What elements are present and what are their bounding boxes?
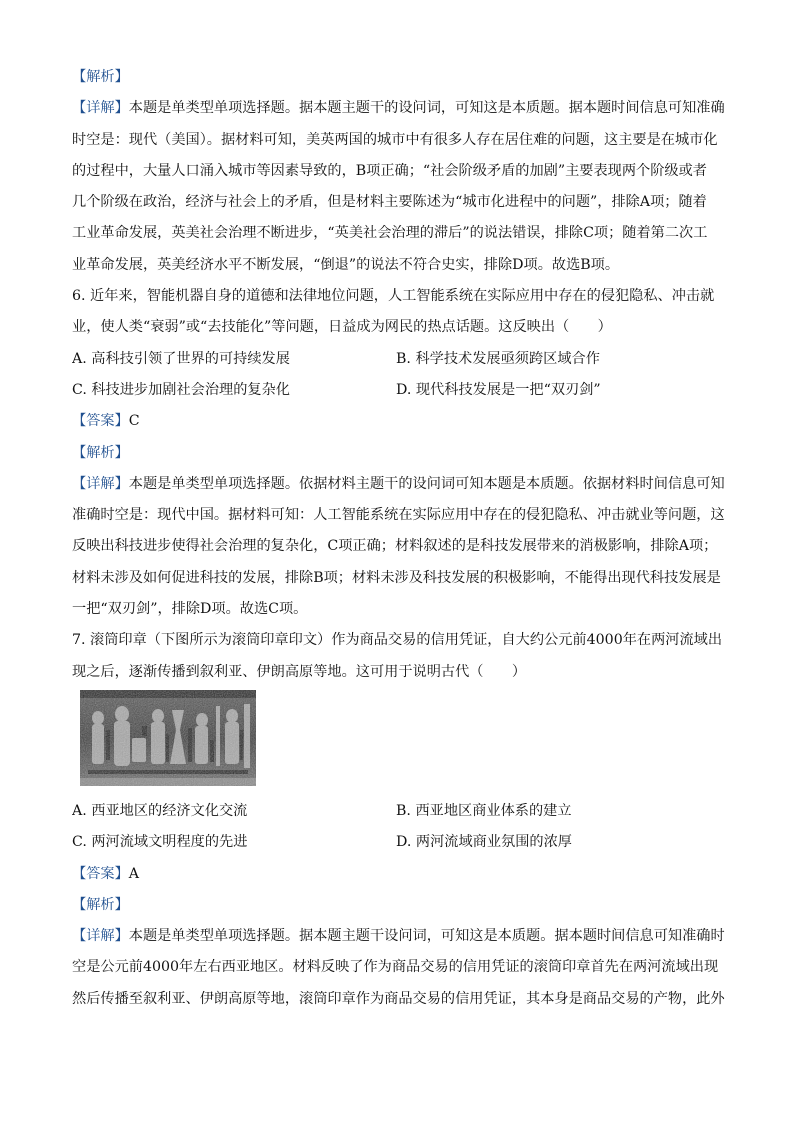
detail-line: 工业革命发展，英美社会治理不断进步，“英美社会治理的滞后”的说法错误，排除C项；随着第二次工 [72,225,708,242]
option-c: C. 科技进步加剧社会治理的复杂化 [72,381,290,398]
question-6-stem: 业，使人类“衰弱”或“去技能化”等问题，日益成为网民的热点话题。这反映出（ ） [72,319,612,336]
question-7-stem: 7. 滚筒印章（下图所示为滚筒印章印文）作为商品交易的信用凭证，自大约公元前4000年在两河流域出 [72,632,723,649]
detail-line [72,469,728,500]
detail-label: 【详解】 [72,475,129,492]
detail-text: 本题是单类型单项选择题。依据材料主题干的设问词可知本题是本质题。依据材料时间信息可知 [128,475,725,492]
option-a: A. 西亚地区的经济文化交流 [72,802,248,819]
option-d: D. 两河流域商业氛围的浓厚 [396,834,572,851]
option-a: A. 高科技引领了世界的可持续发展 [72,350,290,367]
detail-line: 然后传播至叙利亚、伊朗高原等地，滚筒印章作为商品交易的信用凭证，其本身是商品交易的产物，此外 [72,990,725,1007]
analysis-heading: 【解析】 [72,444,129,461]
cylinder-seal-image [80,690,256,786]
detail-line [72,921,728,952]
answer-value: C [128,413,140,430]
option-b: B. 科学技术发展亟须跨区域合作 [396,350,600,367]
question-6-options [72,344,728,407]
detail-line: 的过程中，大量人口涌入城市等因素导致的，B项正确；“社会阶级矛盾的加剧”主要表现两个阶级或者 [72,162,707,179]
answer-line [72,859,728,890]
analysis-heading: 【解析】 [72,896,129,913]
answer-label: 【答案】 [72,413,129,430]
answer-line [72,406,728,437]
detail-line: 反映出科技进步使得社会治理的复杂化，C项正确；材料叙述的是科技发展带来的消极影响，排除A项； [72,538,718,555]
detail-text: 本题是单类型单项选择题。据本题主题干设问词，可知这是本质题。据本题时间信息可知准确时 [128,928,725,945]
detail-line: 时空是：现代（美国）。据材料可知，美英两国的城市中有很多人存在居住难的问题，这主要是在城市化 [72,131,718,148]
detail-line [72,93,728,124]
answer-label: 【答案】 [72,865,129,882]
cylinder-seal-figure [72,688,728,796]
detail-line: 几个阶级在政治，经济与社会上的矛盾，但是材料主要陈述为“城市化进程中的问题”，排除A项；随着 [72,194,707,211]
question-7-stem: 现之后，逐渐传播到叙利亚、伊朗高原等地。这可用于说明古代（ ） [72,663,527,680]
detail-label: 【详解】 [72,100,129,117]
detail-line: 准确时空是：现代中国。据材料可知：人工智能系统在实际应用中存在的侵犯隐私、冲击就业等问题，这 [72,507,725,524]
document-page [72,62,728,1015]
detail-line: 空是公元前4000年左右西亚地区。材料反映了作为商品交易的信用凭证的滚筒印章首先在两河流域出现 [72,959,719,976]
detail-line: 一把“双刃剑”，排除D项。故选C项。 [72,601,308,618]
answer-value: A [128,865,140,882]
question-7-options [72,796,728,859]
question-6-stem: 6. 近年来，智能机器自身的道德和法律地位问题，人工智能系统在实际应用中存在的侵犯隐私、冲击就 [72,288,715,305]
detail-text: 本题是单类型单项选择题。据本题主题干的设问词，可知这是本质题。据本题时间信息可知准确 [128,100,725,117]
option-c: C. 两河流域文明程度的先进 [72,834,248,851]
detail-line: 业革命发展，英美经济水平不断发展，“倒退”的说法不符合史实，排除D项。故选B项。 [72,256,620,273]
detail-line: 材料未涉及如何促进科技的发展，排除B项；材料未涉及科技发展的积极影响，不能得出现代科技发展是 [72,569,721,586]
option-b: B. 西亚地区商业体系的建立 [396,802,572,819]
detail-label: 【详解】 [72,928,129,945]
analysis-heading: 【解析】 [72,69,129,85]
option-d: D. 现代科技发展是一把“双刃剑” [396,381,601,398]
